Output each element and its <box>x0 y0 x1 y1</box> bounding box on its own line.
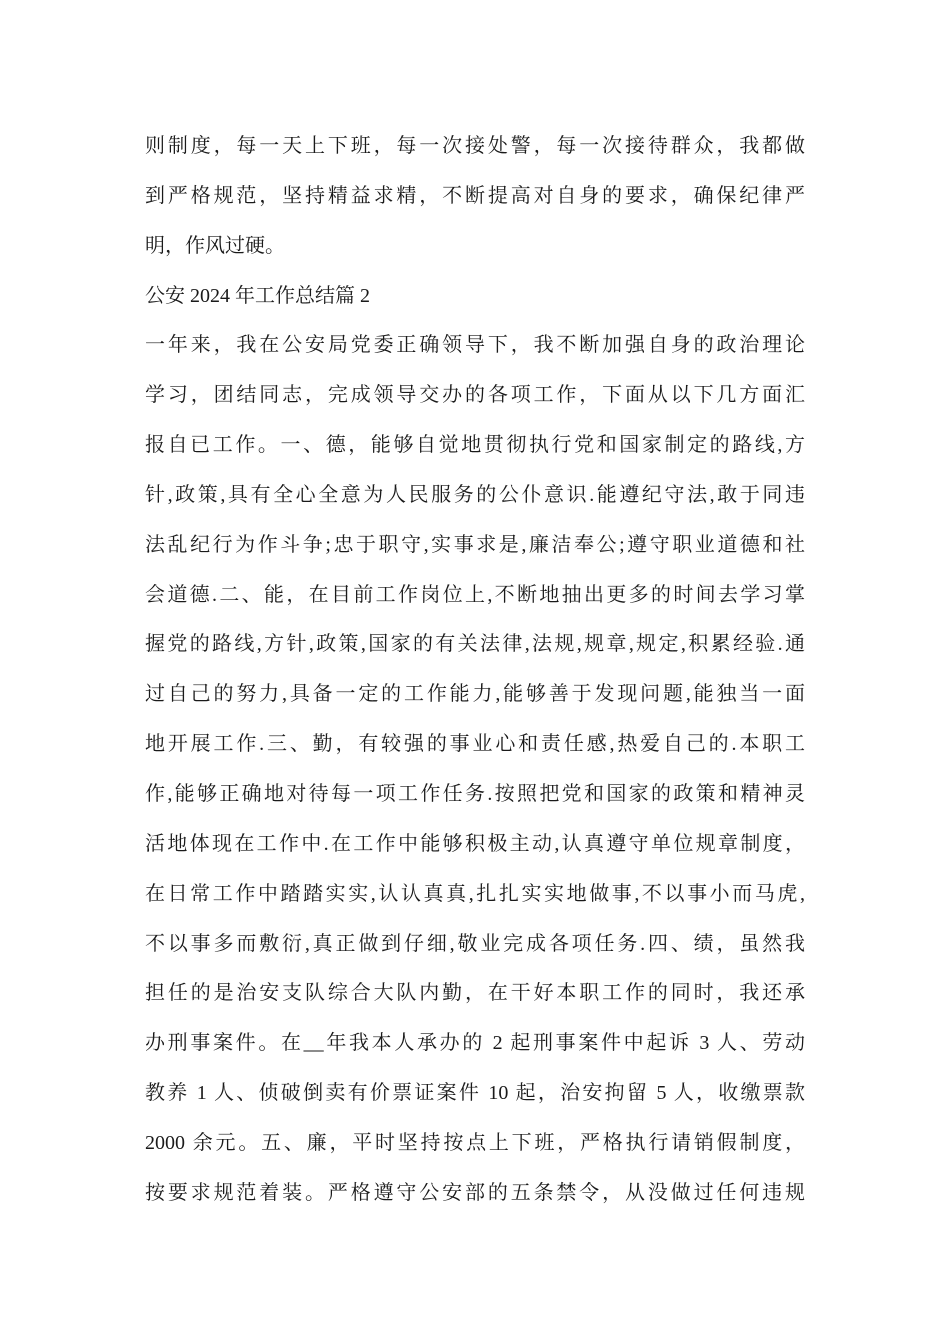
text-line: 活地体现在工作中.在工作中能够积极主动,认真遵守单位规章制度， <box>145 832 805 855</box>
text-line: 地开展工作.三、勤，有较强的事业心和责任感,热爱自己的.本职工 <box>145 733 805 756</box>
text-line: 担任的是治安支队综合大队内勤，在干好本职工作的同时，我还承 <box>145 982 805 1005</box>
text-line: 明，作风过硬。 <box>145 234 285 257</box>
text-line: 一年来，我在公安局党委正确领导下，我不断加强自身的政治理论 <box>145 334 805 357</box>
text-line: 针,政策,具有全心全意为人民服务的公仆意识.能遵纪守法,敢于同违 <box>145 483 805 506</box>
text-line: 过自己的努力,具备一定的工作能力,能够善于发现问题,能独当一面 <box>145 683 805 706</box>
text-line: 教养 1 人、侦破倒卖有价票证案件 10 起，治安拘留 5 人，收缴票款 <box>145 1082 805 1105</box>
text-line: 法乱纪行为作斗争;忠于职守,实事求是,廉洁奉公;遵守职业道德和社 <box>145 533 805 556</box>
text-line: 握党的路线,方针,政策,国家的有关法律,法规,规章,规定,积累经验.通 <box>145 633 805 656</box>
text-line: 会道德.二、能，在目前工作岗位上,不断地抽出更多的时间去学习掌 <box>145 583 805 606</box>
text-line: 按要求规范着装。严格遵守公安部的五条禁令，从没做过任何违规 <box>145 1181 805 1204</box>
text-line: 在日常工作中踏踏实实,认认真真,扎扎实实地做事,不以事小而马虎, <box>145 882 805 905</box>
text-line: 学习，团结同志，完成领导交办的各项工作，下面从以下几方面汇 <box>145 384 805 407</box>
document-text <box>145 122 805 1219</box>
text-line: 不以事多而敷衍,真正做到仔细,敬业完成各项任务.四、绩，虽然我 <box>145 932 805 955</box>
text-line: 2000 余元。五、廉，平时坚持按点上下班，严格执行请销假制度， <box>145 1131 805 1154</box>
text-line: 公安 2024 年工作总结篇 2 <box>145 284 370 307</box>
text-line: 则制度，每一天上下班，每一次接处警，每一次接待群众，我都做 <box>145 135 805 157</box>
text-line: 作,能够正确地对待每一项工作任务.按照把党和国家的政策和精神灵 <box>145 782 805 805</box>
text-line: 办刑事案件。在__年我本人承办的 2 起刑事案件中起诉 3 人、劳动 <box>145 1032 805 1055</box>
text-line: 报自已工作。一、德，能够自觉地贯彻执行党和国家制定的路线,方 <box>145 434 805 457</box>
text-line: 到严格规范，坚持精益求精，不断提高对自身的要求，确保纪律严 <box>145 184 805 207</box>
